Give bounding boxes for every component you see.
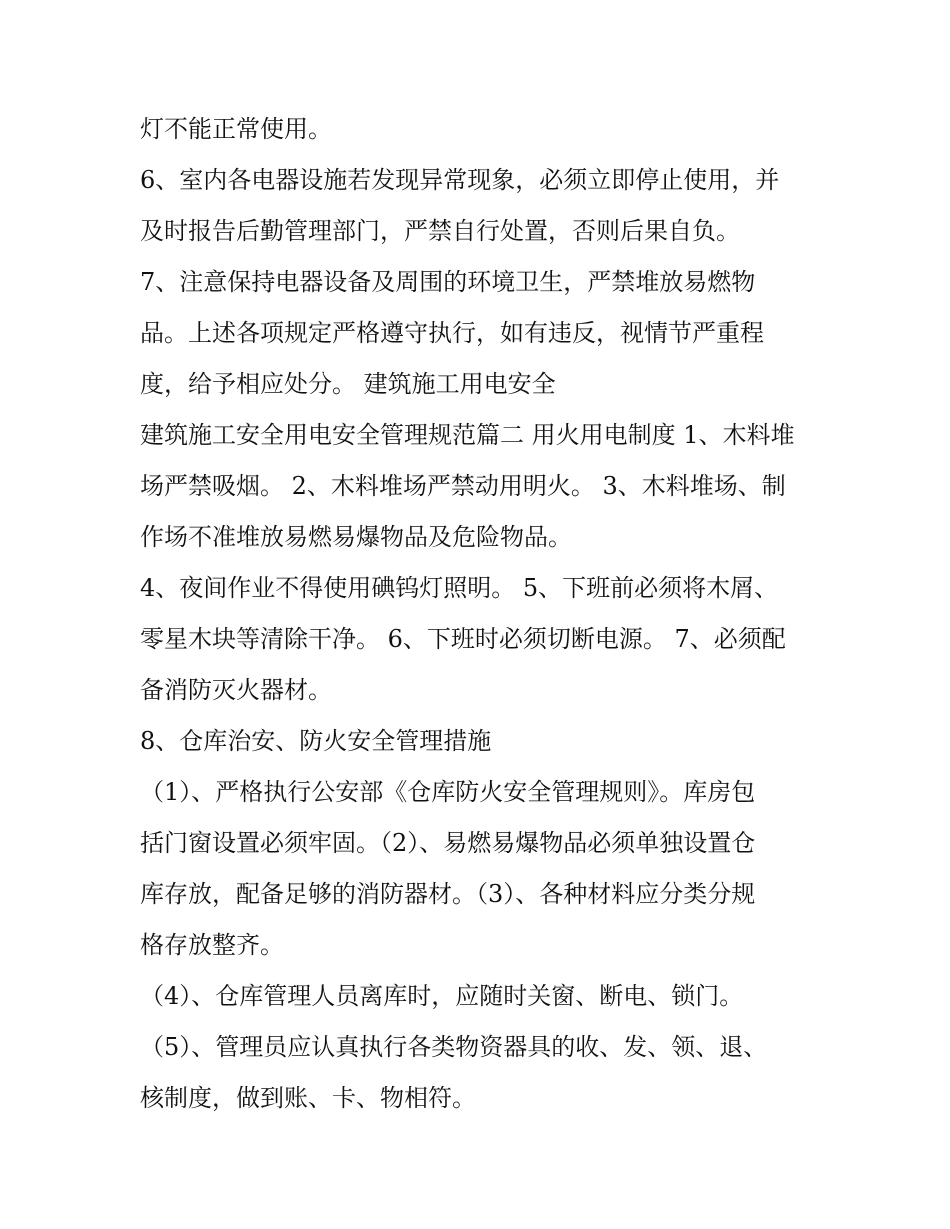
text-line: 7、注意保持电器设备及周围的环境卫生，严禁堆放易燃物 — [140, 268, 756, 296]
text-line: 品。上述各项规定严格遵守执行，如有违反，视情节严重程 — [140, 319, 764, 347]
text-line: 括门窗设置必须牢固。（2）、易燃易爆物品必须单独设置仓 — [140, 829, 756, 857]
text-line: （1）、严格执行公安部《仓库防火安全管理规则》。库房包 — [140, 778, 756, 806]
text-line: 作场不准堆放易燃易爆物品及危险物品。 — [140, 523, 572, 551]
text-line: 6、室内各电器设施若发现异常现象，必须立即停止使用，并 — [140, 166, 780, 194]
text-line: 4、夜间作业不得使用碘钨灯照明。 5、下班前必须将木屑、 — [140, 574, 779, 602]
body-text — [140, 104, 820, 1124]
text-line: 格存放整齐。 — [140, 931, 284, 959]
text-line: 零星木块等清除干净。 6、下班时必须切断电源。 7、必须配 — [140, 625, 786, 653]
text-line: （5）、管理员应认真执行各类物资器具的收、发、领、退、 — [140, 1033, 768, 1061]
text-line: 场严禁吸烟。 2、木料堆场严禁动用明火。 3、木料堆场、制 — [140, 472, 786, 500]
text-line: 库存放，配备足够的消防器材。（3）、各种材料应分类分规 — [140, 880, 756, 908]
text-line: 核制度，做到账、卡、物相符。 — [140, 1084, 476, 1112]
text-line: 建筑施工安全用电安全管理规范篇二 用火用电制度 1、木料堆 — [140, 421, 795, 449]
text-line: 备消防灭火器材。 — [140, 676, 332, 704]
text-line: 及时报告后勤管理部门，严禁自行处置，否则后果自负。 — [140, 217, 740, 245]
text-line: 8、仓库治安、防火安全管理措施 — [140, 727, 492, 755]
text-line: （4）、仓库管理人员离库时，应随时关窗、断电、锁门。 — [140, 982, 744, 1010]
text-line: 度，给予相应处分。 建筑施工用电安全 — [140, 370, 556, 398]
text-line: 灯不能正常使用。 — [140, 115, 332, 143]
